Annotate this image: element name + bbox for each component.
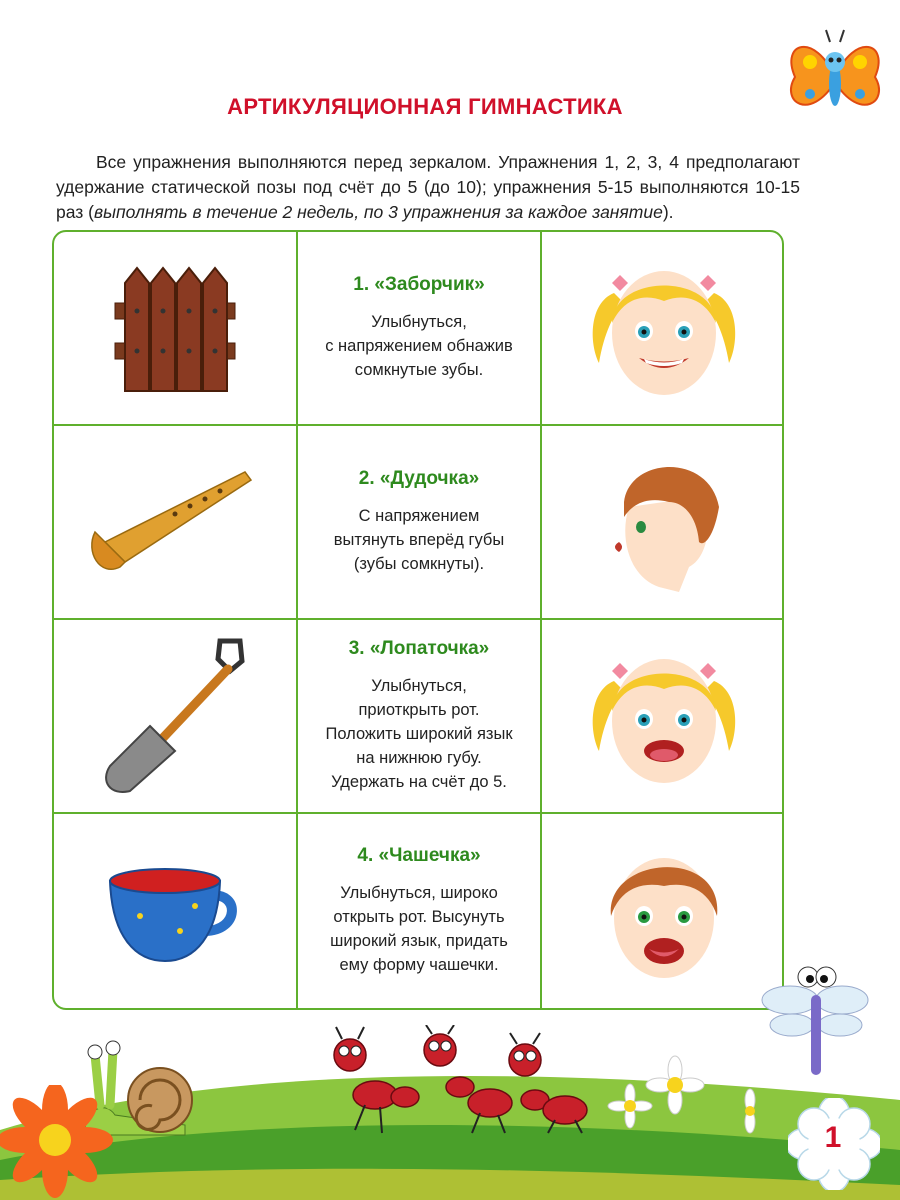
shovel-icon	[90, 631, 260, 801]
exercise-title: 2. «Дудочка»	[358, 468, 480, 489]
exercise-table	[52, 230, 784, 1010]
description-line: приоткрыть рот.	[358, 701, 480, 719]
boy-profile-icon	[589, 447, 739, 597]
boy-face-icon	[589, 836, 739, 986]
exercise-4	[298, 814, 542, 1008]
exercise-description	[334, 504, 504, 576]
description-line: (зубы сомкнуты).	[353, 555, 485, 573]
description-line: С напряжением	[358, 507, 480, 525]
object-cell	[54, 232, 298, 426]
cup-icon	[100, 856, 250, 966]
exercise-title: 1. «Заборчик»	[353, 274, 485, 295]
description-line: с напряжением обнажив	[325, 337, 513, 355]
ants-illustration	[320, 1025, 590, 1135]
description-line: ему форму чашечки.	[339, 956, 499, 974]
face-cell	[542, 426, 784, 620]
intro-text: Все упражнения выполняются перед зеркалом. Упражнения 1, 2, 3, 4 предполагают удержание статической позы под счёт до 5 (до 10); упражнения 5-15 выполняются 10-15 раз (	[56, 152, 800, 222]
face-cell	[542, 620, 784, 814]
description-line: вытянуть вперёд губы	[333, 531, 505, 549]
girl-face-icon	[584, 253, 744, 403]
intro-tail: ).	[662, 202, 674, 222]
daisies-icon	[605, 1055, 775, 1135]
exercise-description	[330, 881, 508, 977]
object-cell	[54, 814, 298, 1008]
exercise-title: 3. «Лопаточка»	[348, 638, 490, 659]
face-cell	[542, 232, 784, 426]
description-line: Улыбнуться, широко	[340, 884, 498, 902]
description-line: Улыбнуться,	[371, 677, 467, 695]
intro-paragraph	[56, 150, 800, 225]
girl-face-icon	[584, 641, 744, 791]
description-line: сомкнутые зубы.	[354, 361, 484, 379]
page-number: 1	[824, 1121, 842, 1154]
butterfly-icon	[780, 22, 890, 132]
exercise-3	[298, 620, 542, 814]
description-line: Удержать на счёт до 5.	[331, 773, 507, 791]
description-line: Положить широкий язык	[325, 725, 513, 743]
exercise-description	[325, 310, 513, 382]
object-cell	[54, 426, 298, 620]
description-line: широкий язык, придать	[330, 932, 508, 950]
description-line: на нижнюю губу.	[356, 749, 482, 767]
fence-icon	[105, 263, 245, 393]
page-title: АРТИКУЛЯЦИОННАЯ ГИМНАСТИКА	[227, 94, 623, 119]
description-line: Улыбнуться,	[371, 313, 467, 331]
face-cell	[542, 814, 784, 1008]
exercise-title: 4. «Чашечка»	[357, 845, 481, 866]
dragonfly-icon	[760, 955, 870, 1085]
pipe-icon	[85, 462, 265, 582]
exercise-description	[325, 674, 512, 794]
object-cell	[54, 620, 298, 814]
intro-emphasis: выполнять в течение 2 недель, по 3 упражнения за каждое занятие	[93, 202, 663, 222]
exercise-1	[298, 232, 542, 426]
flower-icon	[0, 1085, 120, 1200]
exercise-2	[298, 426, 542, 620]
description-line: открыть рот. Высунуть	[333, 908, 505, 926]
